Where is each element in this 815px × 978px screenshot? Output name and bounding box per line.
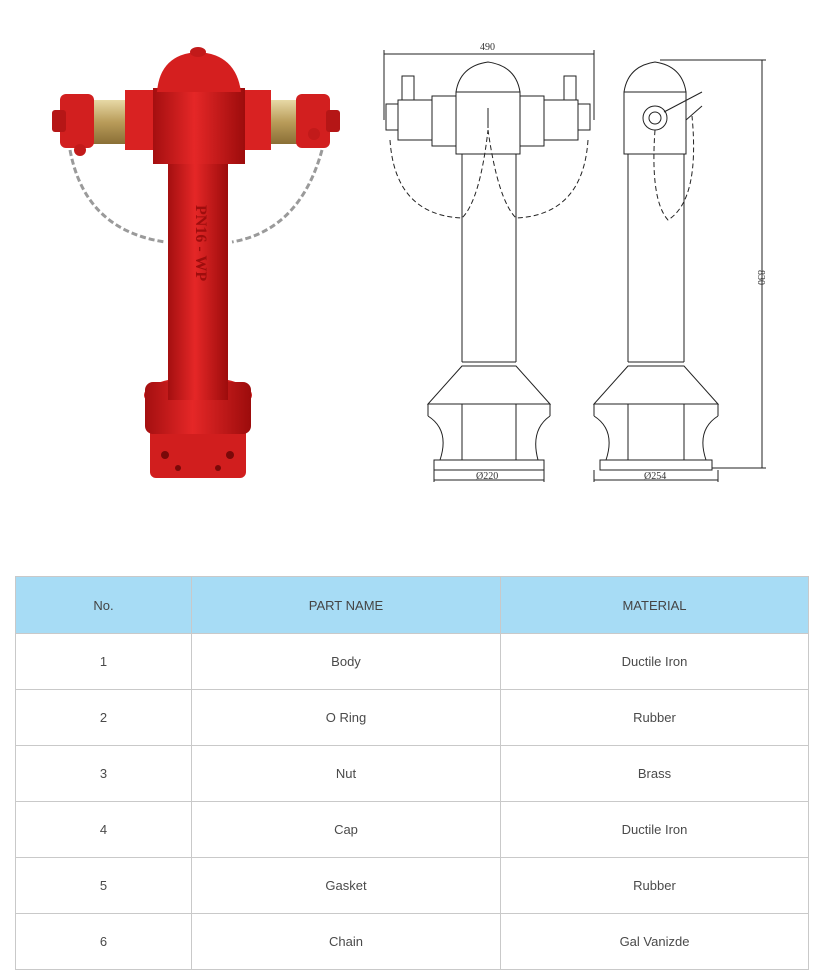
side-view-drawing bbox=[594, 60, 766, 482]
cell-part-name: Gasket bbox=[192, 858, 501, 914]
dim-width: 490 bbox=[480, 42, 495, 53]
cell-material: Brass bbox=[501, 746, 809, 802]
table-row bbox=[16, 858, 809, 914]
table-row bbox=[16, 634, 809, 690]
dim-height: 830 bbox=[755, 270, 766, 285]
header-part-name: PART NAME bbox=[192, 577, 501, 634]
dim-base-front: Ø220 bbox=[476, 471, 499, 482]
cell-part-name: Body bbox=[192, 634, 501, 690]
table-header-row bbox=[16, 577, 809, 634]
cell-part-name: Nut bbox=[192, 746, 501, 802]
header-material: MATERIAL bbox=[501, 577, 809, 634]
parts-table bbox=[15, 576, 809, 970]
front-view-drawing bbox=[384, 50, 594, 482]
table-row bbox=[16, 690, 809, 746]
dim-base-side: Ø254 bbox=[644, 471, 667, 482]
table-row bbox=[16, 802, 809, 858]
cell-no: 2 bbox=[16, 690, 192, 746]
cell-material: Gal Vanizde bbox=[501, 914, 809, 970]
cell-material: Rubber bbox=[501, 690, 809, 746]
cell-material: Ductile Iron bbox=[501, 634, 809, 690]
table-row bbox=[16, 746, 809, 802]
hydrant-photo bbox=[52, 47, 340, 478]
cell-part-name: O Ring bbox=[192, 690, 501, 746]
cell-no: 3 bbox=[16, 746, 192, 802]
table-row bbox=[16, 914, 809, 970]
body-marking: PN16 - WP bbox=[192, 205, 209, 282]
cell-no: 1 bbox=[16, 634, 192, 690]
cell-part-name: Cap bbox=[192, 802, 501, 858]
cell-material: Rubber bbox=[501, 858, 809, 914]
cell-material: Ductile Iron bbox=[501, 802, 809, 858]
cell-part-name: Chain bbox=[192, 914, 501, 970]
cell-no: 5 bbox=[16, 858, 192, 914]
cell-no: 4 bbox=[16, 802, 192, 858]
cell-no: 6 bbox=[16, 914, 192, 970]
header-no: No. bbox=[16, 577, 192, 634]
